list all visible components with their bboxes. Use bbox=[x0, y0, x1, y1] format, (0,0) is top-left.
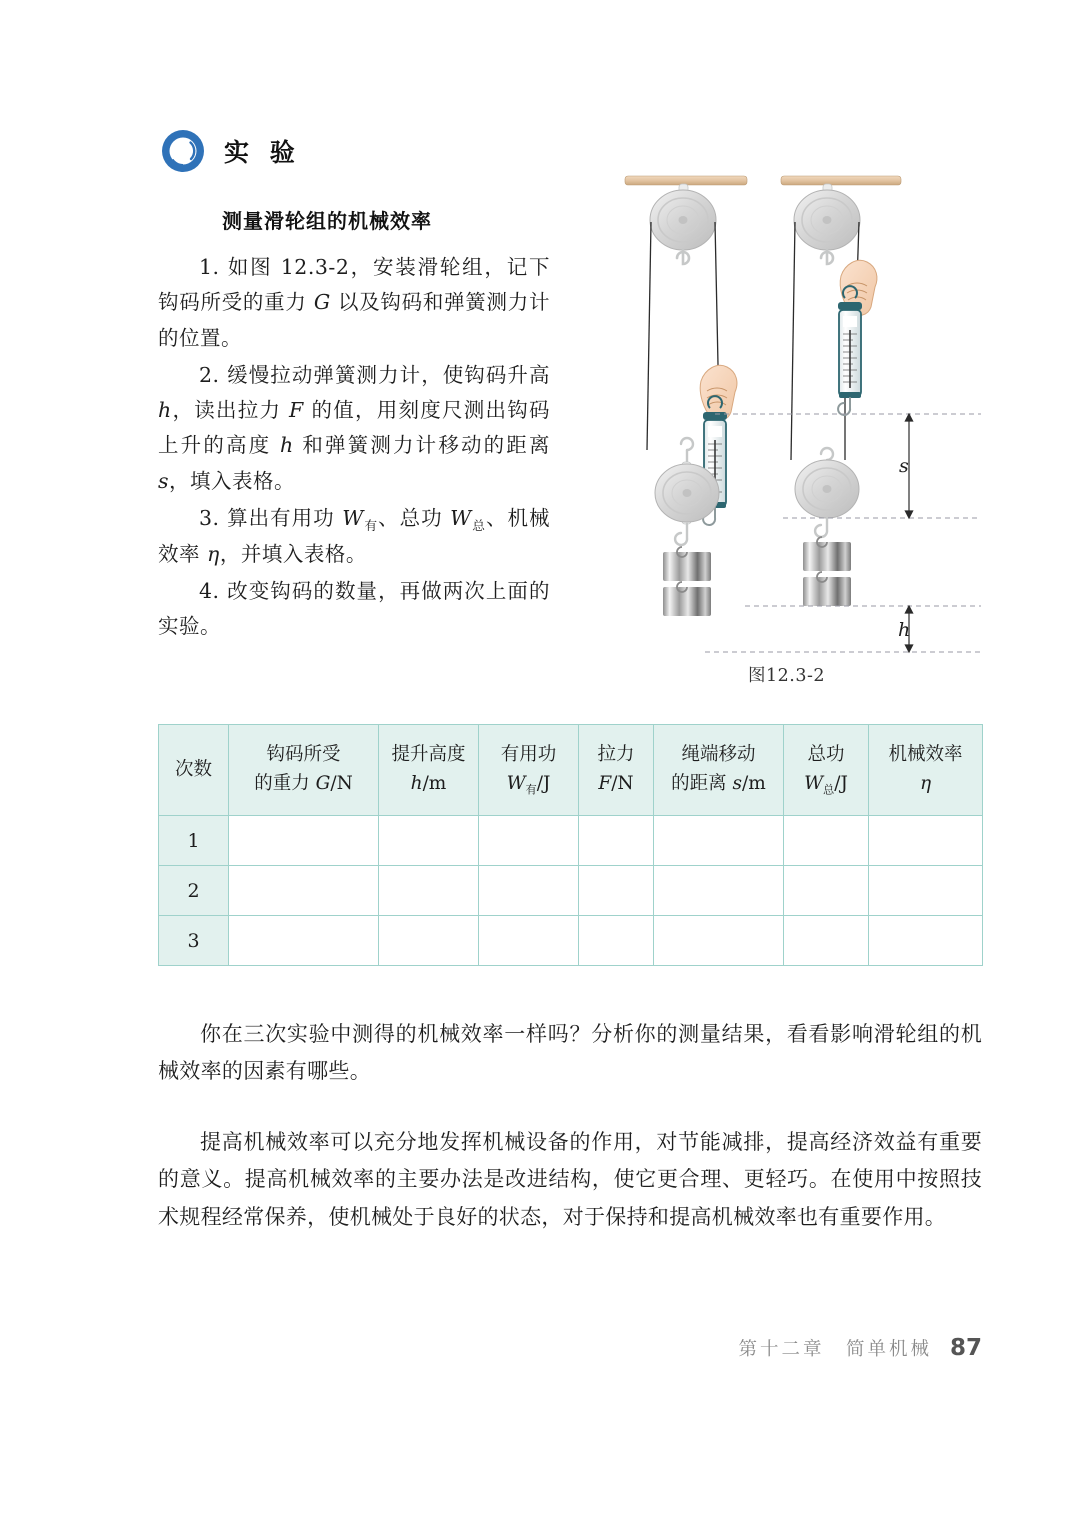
table-cell-force[interactable] bbox=[579, 816, 654, 866]
table-cell-height[interactable] bbox=[379, 816, 479, 866]
table-cell-weight[interactable] bbox=[229, 866, 379, 916]
measurement-table bbox=[158, 724, 983, 966]
experiment-text-column bbox=[158, 205, 550, 646]
table-cell-efficiency[interactable] bbox=[869, 866, 983, 916]
table-cell-rope-distance[interactable] bbox=[654, 916, 784, 966]
weights-left bbox=[663, 547, 711, 616]
table-cell-total-work[interactable] bbox=[784, 866, 869, 916]
table-header-height: 提升高度 h/m bbox=[379, 725, 479, 816]
table-header-efficiency: 机械效率 η bbox=[869, 725, 983, 816]
page-footer bbox=[738, 1335, 982, 1361]
table-cell-force[interactable] bbox=[579, 866, 654, 916]
pulley-assembly-right bbox=[781, 176, 901, 606]
experiment-step-2: 2. 缓慢拉动弹簧测力计，使钩码升高 h，读出拉力 F 的值，用刻度尺测出钩码上升的高度 h 和弹簧测力计移动的距离 s，填入表格。 bbox=[158, 362, 550, 493]
table-cell-force[interactable] bbox=[579, 916, 654, 966]
table-cell-efficiency[interactable] bbox=[869, 916, 983, 966]
table-cell-total-work[interactable] bbox=[784, 816, 869, 866]
table-row bbox=[159, 916, 983, 966]
footer-page-number: 87 bbox=[949, 1335, 982, 1361]
table-header-total-work: 总功 $W_总/J$ bbox=[784, 725, 869, 816]
table-header-row bbox=[159, 725, 983, 816]
table-cell-weight[interactable] bbox=[229, 816, 379, 866]
figure-caption: 图12.3-2 bbox=[748, 666, 826, 686]
table-row-index: 1 bbox=[159, 816, 229, 866]
measurement-annotations bbox=[705, 414, 981, 652]
table-row bbox=[159, 866, 983, 916]
figure-label-h: h bbox=[898, 619, 911, 641]
spring-scale-right bbox=[838, 286, 862, 415]
table-cell-total-work[interactable] bbox=[784, 916, 869, 966]
reflection-question-paragraph: 你在三次实验中测得的机械效率一样吗？分析你的测量结果，看看影响滑轮组的机械效率的因素有哪些。 bbox=[158, 1022, 982, 1084]
table-row-index: 3 bbox=[159, 916, 229, 966]
experiment-sub-title: 测量滑轮组的机械效率 bbox=[222, 209, 432, 233]
table-cell-weight[interactable] bbox=[229, 916, 379, 966]
table-cell-useful-work[interactable] bbox=[479, 916, 579, 966]
figure-label-s: s bbox=[899, 455, 909, 477]
weights-right bbox=[803, 537, 851, 606]
experiment-heading bbox=[160, 128, 301, 174]
table-row-index: 2 bbox=[159, 866, 229, 916]
experiment-badge-label: 实 验 bbox=[224, 138, 301, 167]
measurement-table-wrapper bbox=[158, 724, 982, 966]
table-cell-height[interactable] bbox=[379, 866, 479, 916]
table-header-weight: 钩码所受 的重力 G/N bbox=[229, 725, 379, 816]
experiment-step-3: 3. 算出有用功 $W_有$、总功 $W_总$、机械效率 η，并填入表格。 bbox=[158, 505, 551, 566]
table-cell-efficiency[interactable] bbox=[869, 816, 983, 866]
table-row bbox=[159, 816, 983, 866]
experiment-step-4: 4. 改变钩码的数量，再做两次上面的实验。 bbox=[158, 578, 550, 639]
experiment-step-1: 1. 如图 12.3-2，安装滑轮组，记下钩码所受的重力 G 以及钩码和弹簧测力计的位置。 bbox=[158, 255, 550, 350]
table-cell-rope-distance[interactable] bbox=[654, 866, 784, 916]
table-cell-rope-distance[interactable] bbox=[654, 816, 784, 866]
pulley-system-figure bbox=[595, 160, 995, 680]
pulley-assembly-left bbox=[625, 176, 747, 616]
table-header-rope-distance: 绳端移动 的距离 s/m bbox=[654, 725, 784, 816]
table-header-index: 次数 bbox=[159, 725, 229, 816]
table-cell-height[interactable] bbox=[379, 916, 479, 966]
magnifier-circle-icon bbox=[160, 128, 206, 174]
summary-paragraph: 提高机械效率可以充分地发挥机械设备的作用，对节能减排，提高经济效益有重要的意义。提高机械效率的主要办法是改进结构，使它更合理、更轻巧。在使用中按照技术规程经常保养，使机械处于良好的状态，对于保持和提高机械效率也有重要作用。 bbox=[158, 1130, 982, 1229]
footer-chapter-label: 第十二章 简单机械 bbox=[738, 1339, 932, 1360]
table-header-useful-work: 有用功 $W_有/J$ bbox=[479, 725, 579, 816]
table-header-force: 拉力 F/N bbox=[579, 725, 654, 816]
table-cell-useful-work[interactable] bbox=[479, 816, 579, 866]
table-cell-useful-work[interactable] bbox=[479, 866, 579, 916]
